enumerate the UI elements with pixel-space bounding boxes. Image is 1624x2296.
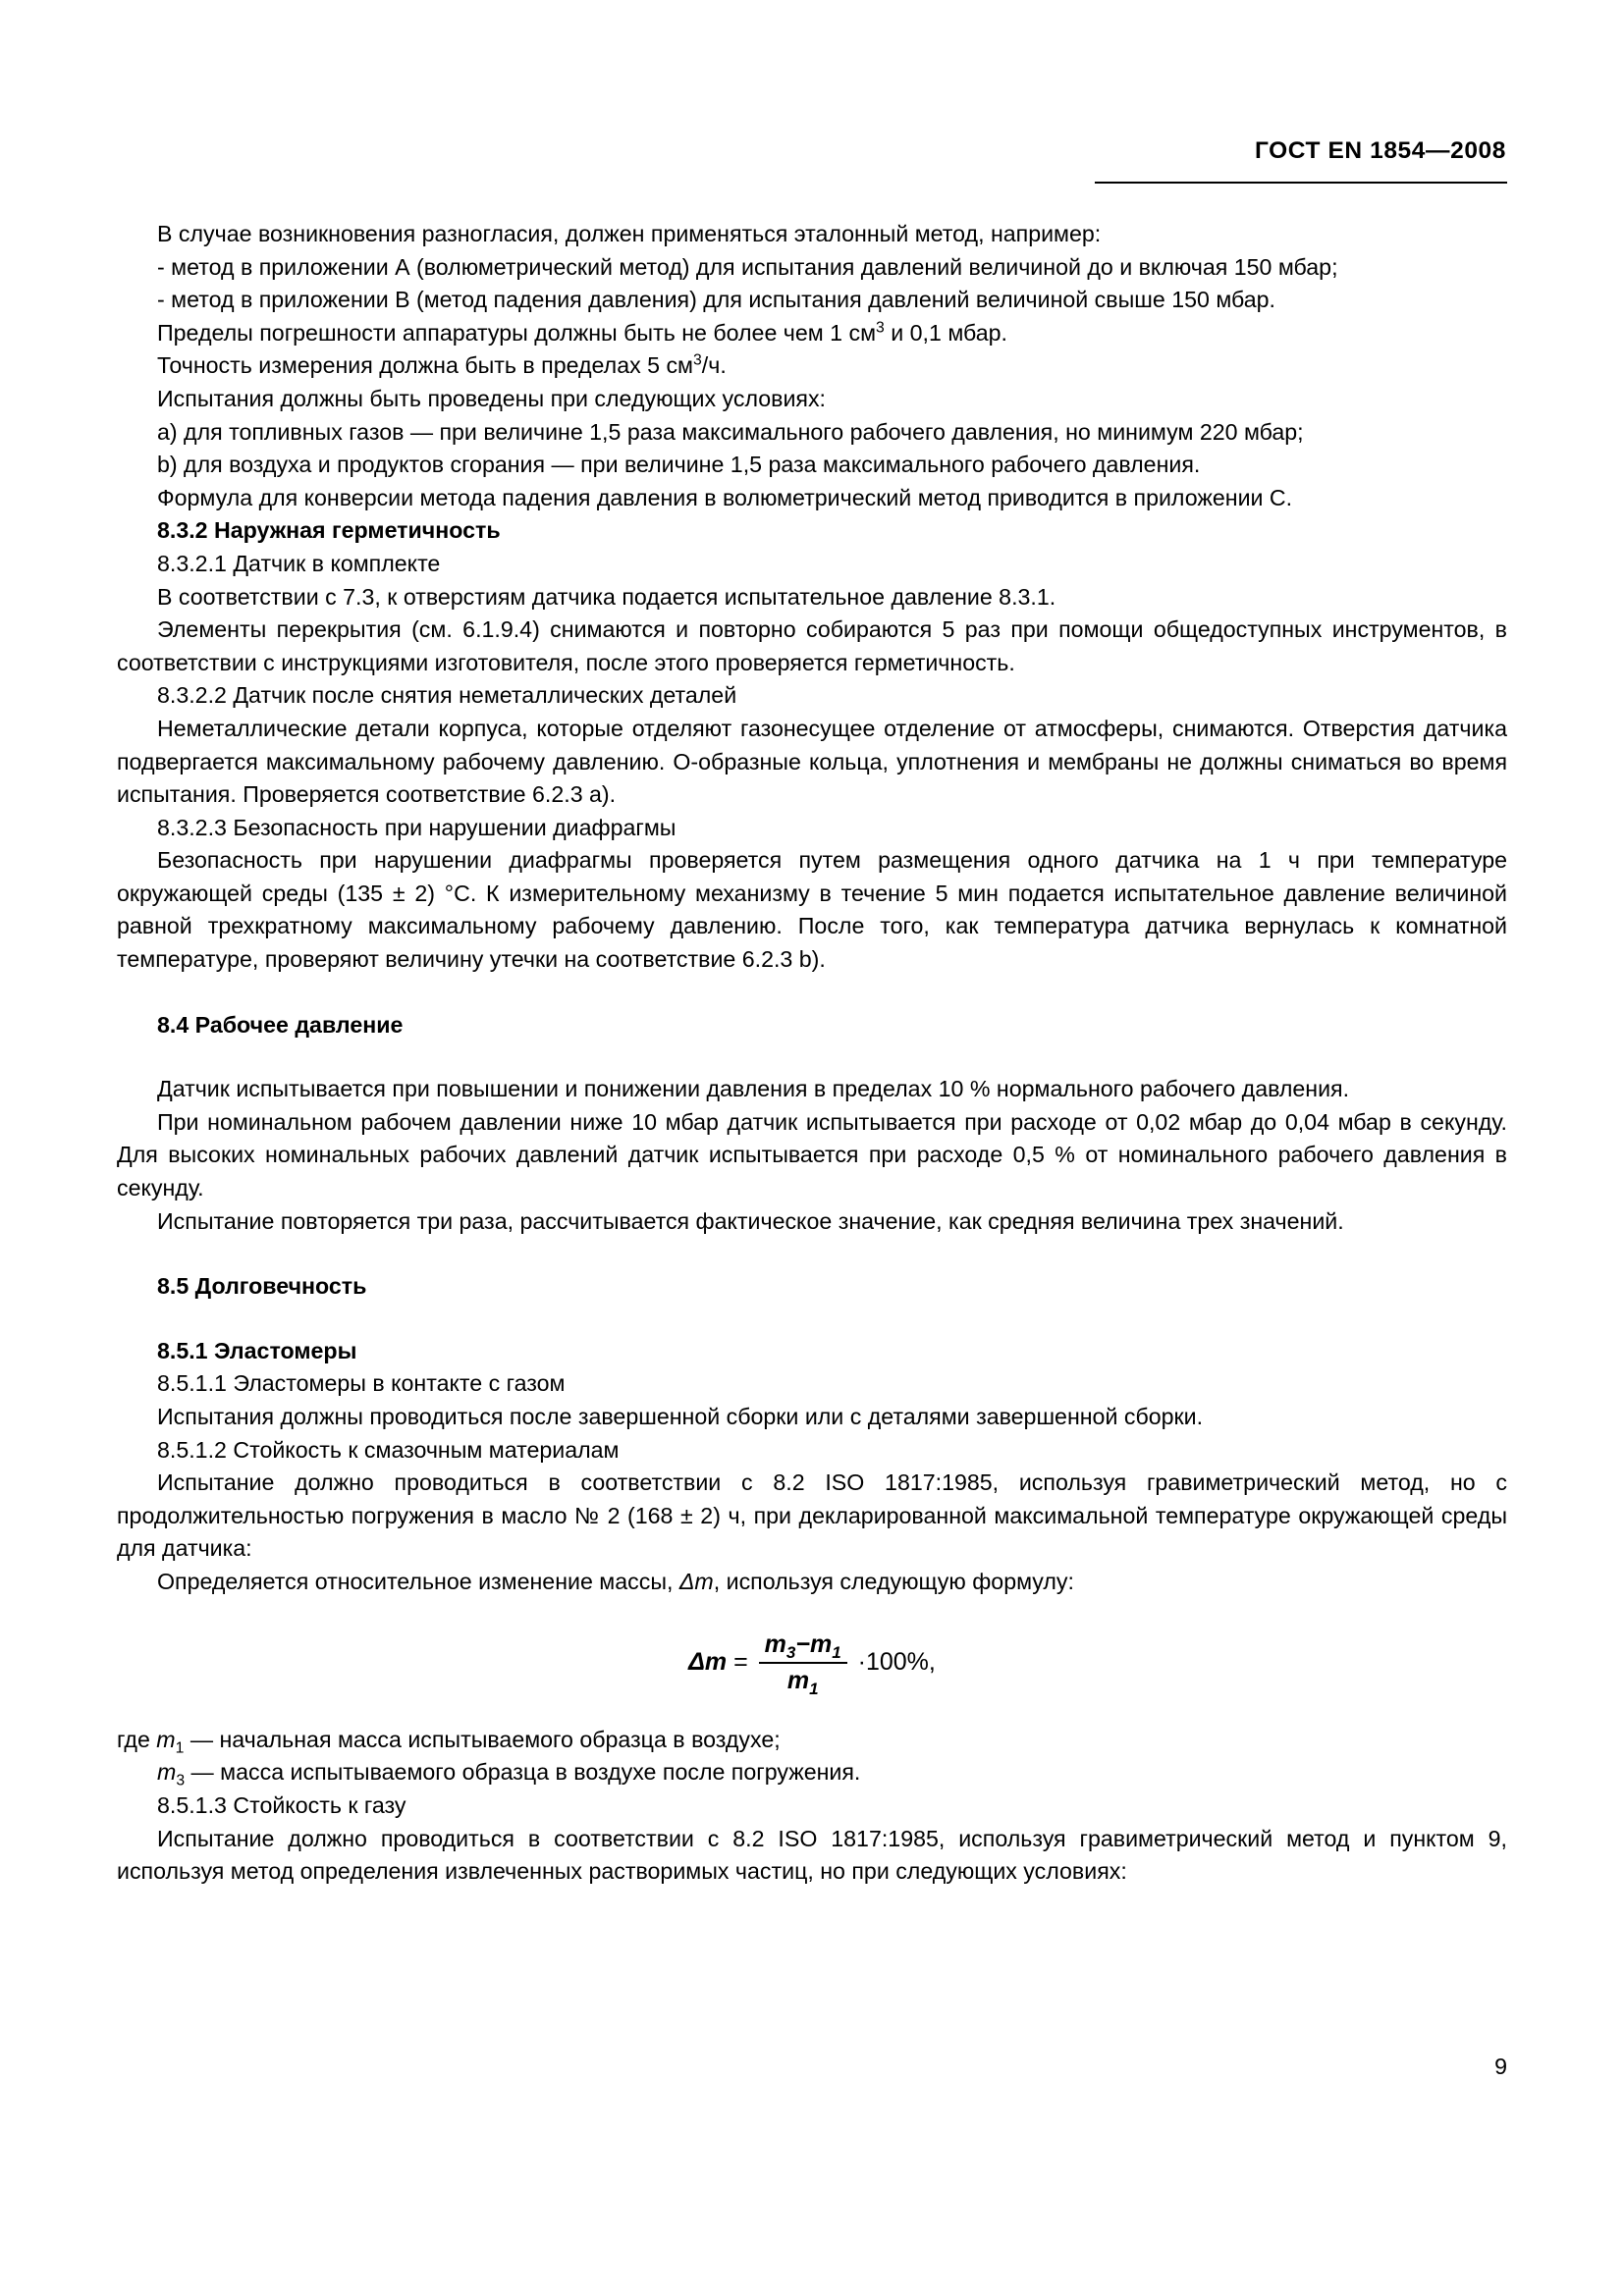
formula-lhs: Δm bbox=[688, 1647, 728, 1676]
text-run: /ч. bbox=[701, 352, 727, 379]
heading-8-5-1: 8.5.1 Эластомеры bbox=[157, 1337, 357, 1363]
document-body bbox=[117, 218, 1507, 1889]
subscript: 3 bbox=[176, 1772, 186, 1789]
paragraph: 8.5.1.2 Стойкость к смазочным материалам bbox=[157, 1436, 620, 1463]
math-symbol: m bbox=[157, 1759, 177, 1786]
paragraph bbox=[117, 1566, 1507, 1599]
numerator-symbol-1: m bbox=[764, 1629, 786, 1658]
formula-equals: = bbox=[733, 1647, 748, 1676]
paragraph: Испытание должно проводиться в соответствии с 8.2 ISO 1817:1985, используя гравиметрический метод, но с продолжительностью погружения в масло № 2 (168 ± 2) ч, при декларированной максимальной температуре окружающей среды для датчика: bbox=[117, 1469, 1507, 1562]
paragraph: Элементы перекрытия (см. 6.1.9.4) снимаются и повторно собираются 5 раз при помощи общедоступных инструментов, в соответствии с инструкциями изготовителя, после этого проверяется герметичность. bbox=[117, 616, 1507, 675]
paragraph: 8.3.2.2 Датчик после снятия неметаллических деталей bbox=[157, 682, 737, 709]
paragraph bbox=[117, 349, 1507, 383]
page-number: 9 bbox=[1494, 2054, 1507, 2079]
text-run: , используя следующую формулу: bbox=[713, 1568, 1074, 1594]
formula-numerator bbox=[759, 1629, 847, 1663]
paragraph bbox=[117, 1756, 1507, 1789]
paragraph: В соответствии с 7.3, к отверстиям датчика подается испытательное давление 8.3.1. bbox=[157, 583, 1056, 610]
text-run: где bbox=[117, 1726, 157, 1752]
math-symbol: m bbox=[156, 1726, 176, 1752]
text-run: Пределы погрешности аппаратуры должны быть не более чем 1 см bbox=[157, 319, 877, 346]
paragraph: Безопасность при нарушении диафрагмы проверяется путем размещения одного датчика на 1 ч при температуре окружающей среды (135 ± 2) °С. К измерительному механизму в течение 5 мин подается испытательное давление величиной равной трехкратному максимальному рабочему давлению. После того, как температура датчика вернулась к комнатной температуре, проверяют величину утечки на соответствие 6.2.3 b). bbox=[117, 847, 1507, 973]
numerator-sub-2: 1 bbox=[832, 1642, 841, 1662]
paragraph: В случае возникновения разногласия, должен применяться эталонный метод, например: bbox=[157, 221, 1102, 246]
paragraph: 8.3.2.1 Датчик в комплекте bbox=[157, 550, 441, 576]
paragraph: 8.3.2.3 Безопасность при нарушении диафрагмы bbox=[157, 814, 677, 840]
paragraph: Датчик испытывается при повышении и понижении давления в пределах 10 % нормального рабочего давления. bbox=[157, 1076, 1350, 1102]
paragraph: а) для топливных газов — при величине 1,5 раза максимального рабочего давления, но минимум 220 мбар; bbox=[157, 418, 1304, 445]
heading-8-4: 8.4 Рабочее давление bbox=[157, 1011, 404, 1038]
paragraph bbox=[117, 317, 1507, 350]
paragraph: b) для воздуха и продуктов сгорания — при величине 1,5 раза максимального рабочего давления. bbox=[157, 452, 1201, 478]
math-symbol: Δm bbox=[678, 1568, 714, 1594]
paragraph: При номинальном рабочем давлении ниже 10 мбар датчик испытывается при расходе от 0,02 мбар до 0,04 мбар в секунду. Для высоких номинальных рабочих давлений датчик испытывается при расходе 0,5 % от номинального рабочего давления в секунду. bbox=[117, 1108, 1507, 1201]
paragraph: Испытания должны быть проведены при следующих условиях: bbox=[157, 385, 826, 411]
paragraph: Формула для конверсии метода падения давления в волюметрический метод приводится в приложении С. bbox=[157, 484, 1293, 510]
numerator-minus: − bbox=[795, 1629, 810, 1658]
paragraph: Испытание должно проводиться в соответствии с 8.2 ISO 1817:1985, используя гравиметрический метод и пунктом 9, используя метод определения извлеченных растворимых частиц, но при следующих условиях: bbox=[117, 1825, 1507, 1885]
spacer bbox=[117, 1304, 1507, 1335]
spacer bbox=[117, 1041, 1507, 1073]
numerator-symbol-2: m bbox=[809, 1629, 833, 1658]
heading-8-5: 8.5 Долговечность bbox=[157, 1273, 367, 1300]
text-run: — масса испытываемого образца в воздухе после погружения. bbox=[185, 1759, 861, 1786]
formula-relative-mass-change bbox=[117, 1629, 1507, 1698]
paragraph bbox=[117, 1724, 1507, 1757]
formula-fraction bbox=[759, 1629, 847, 1698]
text-run: — начальная масса испытываемого образца в воздухе; bbox=[184, 1726, 781, 1752]
denominator-symbol: m bbox=[786, 1667, 810, 1695]
paragraph: - метод в приложении В (метод падения давления) для испытания давлений величиной свыше 150 мбар. bbox=[157, 287, 1275, 313]
heading-8-3-2: 8.3.2 Наружная герметичность bbox=[157, 517, 501, 544]
paragraph: 8.5.1.1 Эластомеры в контакте с газом bbox=[157, 1370, 566, 1397]
superscript: 3 bbox=[693, 351, 702, 369]
header-divider bbox=[1095, 182, 1507, 184]
formula-denominator bbox=[759, 1664, 847, 1698]
paragraph: 8.5.1.3 Стойкость к газу bbox=[157, 1791, 406, 1818]
denominator-sub: 1 bbox=[809, 1680, 819, 1699]
paragraph: Испытание повторяется три раза, рассчитывается фактическое значение, как средняя величина трех значений. bbox=[157, 1207, 1344, 1234]
page-header: ГОСТ EN 1854—2008 bbox=[1254, 137, 1506, 164]
paragraph: Неметаллические детали корпуса, которые отделяют газонесущее отделение от атмосферы, снимаются. Отверстия датчика подвергается максимальному рабочему давлению. О-образные кольца, уплотнения и мембраны не должны сниматься во время испытания. Проверяется соответствие 6.2.3 а). bbox=[117, 715, 1507, 808]
numerator-sub-1: 3 bbox=[785, 1642, 796, 1662]
subscript: 1 bbox=[175, 1739, 185, 1757]
spacer bbox=[117, 1238, 1507, 1270]
text-run: Определяется относительное изменение массы, bbox=[157, 1568, 679, 1594]
text-run: и 0,1 мбар. bbox=[884, 319, 1007, 346]
paragraph: - метод в приложении А (волюметрический метод) для испытания давлений величиной до и включая 150 мбар; bbox=[157, 253, 1338, 280]
paragraph: Испытания должны проводиться после завершенной сборки или с деталями завершенной сборки. bbox=[157, 1404, 1204, 1429]
formula-tail: ·100%, bbox=[857, 1647, 936, 1676]
spacer bbox=[117, 977, 1507, 1009]
text-run: Точность измерения должна быть в пределах 5 см bbox=[157, 352, 694, 379]
superscript: 3 bbox=[876, 319, 885, 337]
